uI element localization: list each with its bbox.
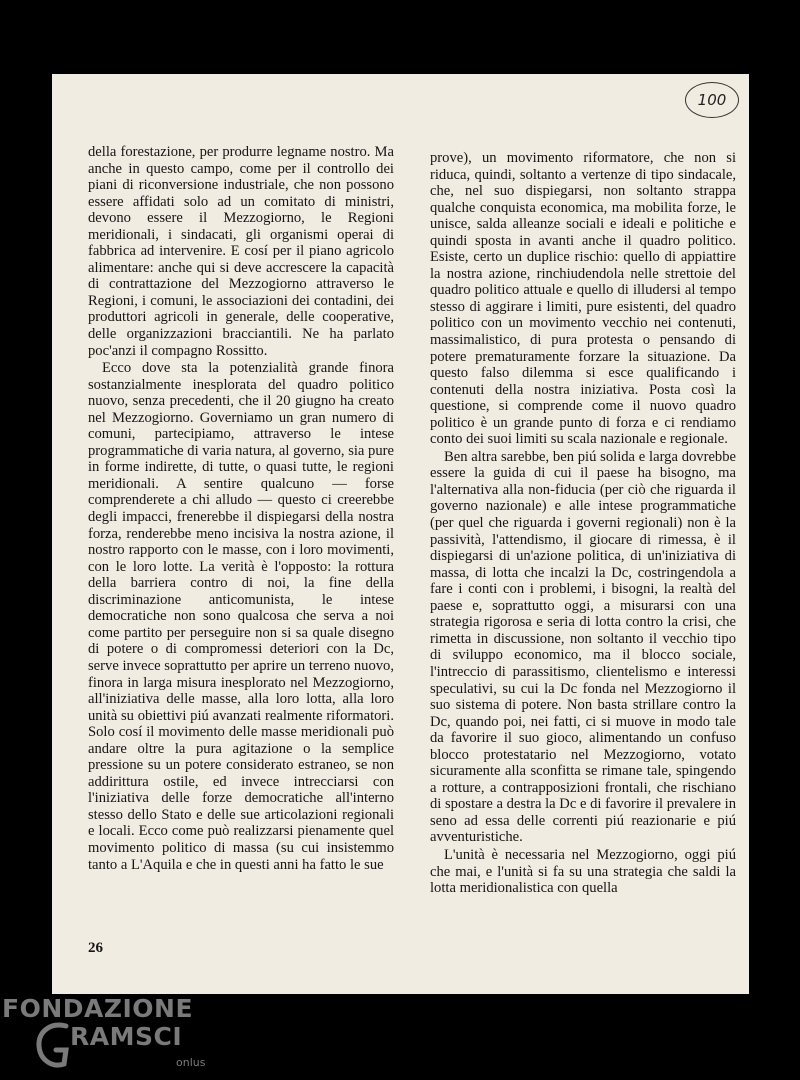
paragraph: L'unità è necessaria nel Mezzogiorno, oggi piú che mai, e l'unità si fa su una strategia che saldi la lotta meridionalistica con quella <box>430 846 736 897</box>
fondazione-gramsci-watermark <box>0 994 230 1080</box>
gramsci-logo-swirl-icon <box>36 1020 70 1072</box>
right-text-column <box>430 150 736 897</box>
paragraph: della forestazione, per produrre legname nostro. Ma anche in questo campo, come per il controllo dei piani di riconversione industriale, che non possono essere affidati solo ad un comitato di ministri, devono essere il Mezzogiorno, le Regioni meridionali, i sindacati, gli organismi operai di fabbrica ad intervenire. E cosí per il piano agricolo alimentare: anche qui si deve accrescere la capacità di contrattazione del Mezzogiorno attraverso le Regioni, i comuni, le associazioni dei contadini, dei produttori agricoli in generale, delle cooperative, delle organizzazioni bracciantili. Ne ha parlato poc'anzi il compagno Rossitto. <box>88 144 394 359</box>
watermark-line-1: FONDAZIONE <box>2 994 194 1023</box>
book-page <box>52 74 749 994</box>
watermark-line-3: onlus <box>176 1056 206 1069</box>
paragraph: Ben altra sarebbe, ben piú solida e larga dovrebbe essere la guida di cui il paese ha bisogno, ma l'alternativa alla non-fiducia (per ciò che riguarda il governo nazionale) e alle intese programmatiche (per quel che riguarda i governi regionali) non è la passività, l'attendismo, il giocare di rimessa, è il dispiegarsi di un'azione politica, di un'iniziativa di massa, di lotta che incalzi la Dc, costringendola a fare i conti con i problemi, i bisogni, la realtà del paese e, soprattutto oggi, a misurarsi con una strategia rigorosa e seria di lotta contro la crisi, che rimetta in discussione, non soltanto il vecchio tipo di sviluppo economico, ma il blocco sociale, l'intreccio di parassitismo, clientelismo e interessi speculativi, su cui la Dc fonda nel Mezzogiorno il suo sistema di potere. Non basta strillare contro la Dc, quando poi, nei fatti, ci si muove in modo tale da favorire il suo gioco, alimentando un confuso blocco protestatario nel Mezzogiorno, votato sicuramente alla sconfitta se rimane tale, spingendo a rotture, a contrapposizioni frontali, che rischiano di spostare a destra la Dc e di favorire il prevalere in seno ad essa delle correnti piú reazionarie e piú avventuristiche. <box>430 448 736 846</box>
paragraph: Ecco dove sta la potenzialità grande finora sostanzialmente inesplorata del quadro politico nuovo, senza precedenti, che il 20 giugno ha creato nel Mezzogiorno. Governiamo un gran numero di comuni, partecipiamo, attraverso le intese programmatiche di varia natura, al governo, sia pure in forme indirette, di tutte, o quasi tutte, le regioni meridionali. A sentire qualcuno — forse comprenderete a chi alludo — questo ci creerebbe degli impacci, frenerebbe il dispiegarsi della nostra forza, renderebbe meno incisiva la nostra azione, il nostro rapporto con le masse, con i loro movimenti, con le loro lotte. La verità è l'opposto: la rottura della barriera contro di noi, la fine della discriminazione anticomunista, le intese democratiche non sono qualcosa che serva a noi come partito per perseguire non si sa quale disegno di potere o di compromessi deteriori con la Dc, serve invece soprattutto per aprire un terreno nuovo, finora in larga misura inesplorato nel Mezzogiorno, all'iniziativa delle masse, alla loro lotta, alla loro unità su obiettivi piú avanzati realmente riformatori. Solo cosí il movimento delle masse meridionali può andare oltre la pura agitazione o la semplice pressione su un potere considerato estraneo, se non addirittura ostile, ed invece intrecciarsi con l'iniziativa delle forze democratiche all'interno stesso dello Stato e delle sue articolazioni regionali e locali. Ecco come può realizzarsi pienamente quel movimento politico di massa (su cui insistemmo tanto a L'Aquila e che in questi anni ha fatto le sue <box>88 360 394 873</box>
left-text-column <box>88 144 394 873</box>
paragraph: prove), un movimento riformatore, che non si riduca, quindi, soltanto a vertenze di tipo sindacale, che, nel suo dispiegarsi, non soltanto strappa qualche conquista economica, ma mobilita forze, le unisce, salda alleanze sociali e ideali e politiche e quindi sposta in avanti anche il quadro politico. Esiste, certo un duplice rischio: quello di appiattire la nostra azione, rinchiudendola nelle strettoie del quadro politico attuale e quello di illudersi al tempo stesso di aggirare i limiti, pure esistenti, del quadro politico con un movimento vecchio nei contenuti, massimalistico, di pura protesta o pensando di potere prematuramente forzare la situazione. Da questo falso dilemma si esce qualificando i contenuti della nostra iniziativa. Posta così la questione, si comprende come il nuovo quadro politico è un grande punto di forza e ci rendiamo conto dei suoi limiti su scala nazionale e regionale. <box>430 150 736 448</box>
watermark-line-2: RAMSCI <box>70 1022 183 1051</box>
page-number: 26 <box>88 940 103 956</box>
handwritten-page-annotation: 100 <box>685 82 739 118</box>
